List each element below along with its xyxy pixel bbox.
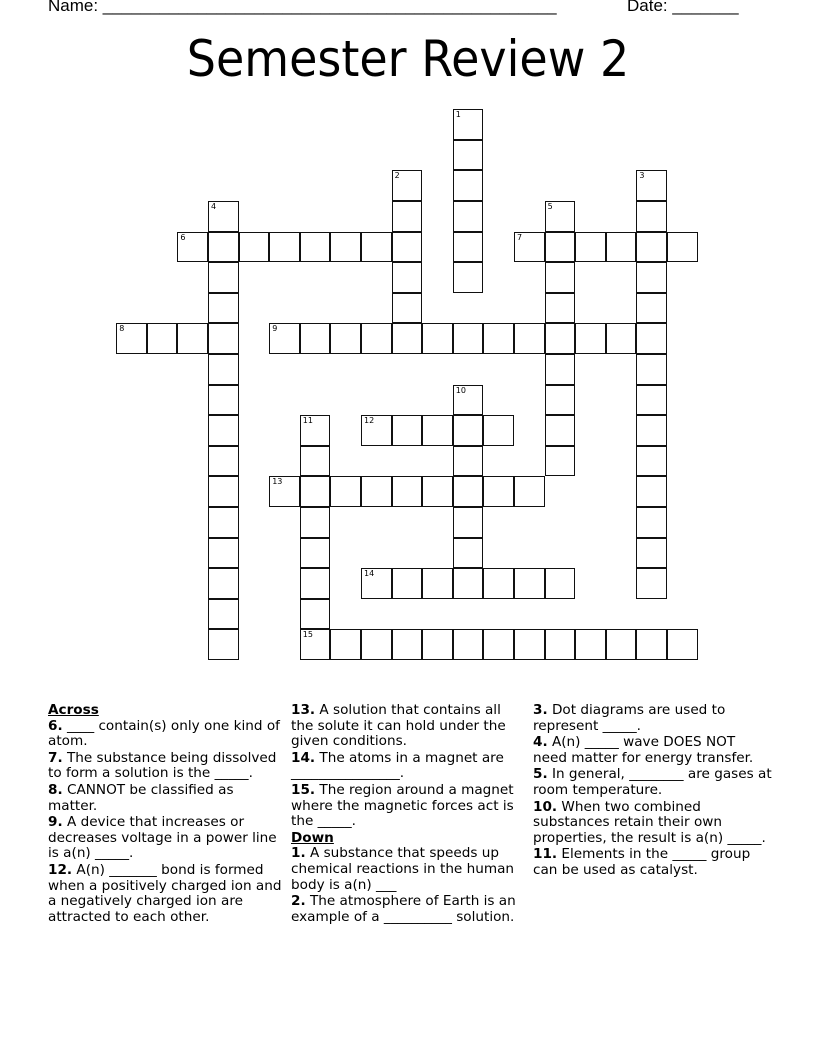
clue-text: The substance being dissolved to form a solution is the _____. bbox=[48, 749, 277, 782]
grid-cell[interactable] bbox=[545, 293, 576, 324]
grid-cell[interactable] bbox=[636, 232, 667, 263]
grid-cell[interactable] bbox=[453, 262, 484, 293]
clue-text: The atmosphere of Earth is an example of a __________ solution. bbox=[291, 893, 516, 925]
grid-cell[interactable] bbox=[545, 262, 576, 293]
grid-cell[interactable] bbox=[208, 385, 239, 416]
grid-cell[interactable] bbox=[453, 568, 484, 599]
grid-cell[interactable] bbox=[636, 201, 667, 232]
grid-cell[interactable] bbox=[300, 538, 331, 569]
clue-number: 13. bbox=[291, 702, 316, 718]
grid-cell[interactable] bbox=[392, 262, 423, 293]
clue-across-6 bbox=[48, 719, 284, 750]
clue-number: 9. bbox=[48, 814, 63, 831]
clue-number: 14. bbox=[291, 749, 316, 766]
grid-cell[interactable] bbox=[208, 354, 239, 385]
grid-cell[interactable] bbox=[575, 629, 606, 660]
grid-cell[interactable] bbox=[453, 538, 484, 569]
clue-down-4 bbox=[533, 735, 773, 766]
date-field-label: Date: _______ bbox=[627, 0, 739, 15]
grid-cell[interactable] bbox=[208, 476, 239, 507]
clue-across-9 bbox=[48, 815, 284, 862]
clue-text: The atoms in a magnet are ________________. bbox=[291, 749, 504, 782]
grid-cell[interactable] bbox=[636, 507, 667, 538]
cell-number: 7 bbox=[517, 232, 523, 242]
grid-cell[interactable] bbox=[514, 476, 545, 507]
clue-number: 11. bbox=[533, 846, 558, 863]
grid-cell[interactable] bbox=[300, 446, 331, 477]
grid-cell[interactable] bbox=[330, 323, 361, 354]
grid-cell[interactable] bbox=[392, 170, 423, 201]
clue-down-11 bbox=[533, 847, 773, 878]
grid-cell[interactable] bbox=[453, 109, 484, 140]
grid-cell[interactable] bbox=[392, 476, 423, 507]
grid-cell[interactable] bbox=[545, 415, 576, 446]
grid-cell[interactable] bbox=[636, 385, 667, 416]
grid-cell[interactable] bbox=[667, 629, 698, 660]
clue-text: The region around a magnet where the magnetic forces act is the _____. bbox=[291, 781, 514, 830]
grid-cell[interactable] bbox=[269, 323, 300, 354]
grid-cell[interactable] bbox=[392, 323, 423, 354]
grid-cell[interactable] bbox=[667, 232, 698, 263]
grid-cell[interactable] bbox=[392, 201, 423, 232]
grid-cell[interactable] bbox=[361, 415, 392, 446]
grid-cell[interactable] bbox=[636, 354, 667, 385]
grid-cell[interactable] bbox=[361, 476, 392, 507]
grid-cell[interactable] bbox=[453, 446, 484, 477]
grid-cell[interactable] bbox=[392, 293, 423, 324]
grid-cell[interactable] bbox=[636, 476, 667, 507]
grid-cell[interactable] bbox=[330, 232, 361, 263]
clues-column-3 bbox=[533, 703, 773, 880]
grid-cell[interactable] bbox=[208, 323, 239, 354]
grid-cell[interactable] bbox=[545, 354, 576, 385]
clue-text: A substance that speeds up chemical reactions in the human body is a(n) ___ bbox=[291, 845, 515, 893]
grid-cell[interactable] bbox=[392, 232, 423, 263]
grid-cell[interactable] bbox=[392, 568, 423, 599]
grid-cell[interactable] bbox=[453, 170, 484, 201]
clue-text: CANNOT be classified as matter. bbox=[48, 781, 234, 814]
clue-text: When two combined substances retain their own properties, the result is a(n) _____. bbox=[533, 798, 766, 846]
clue-number: 1. bbox=[291, 845, 306, 862]
grid-cell[interactable] bbox=[208, 599, 239, 630]
grid-cell[interactable] bbox=[392, 629, 423, 660]
cell-number: 8 bbox=[119, 324, 125, 334]
grid-cell[interactable] bbox=[300, 323, 331, 354]
grid-cell[interactable] bbox=[300, 507, 331, 538]
grid-cell[interactable] bbox=[208, 293, 239, 324]
cell-number: 5 bbox=[547, 202, 553, 211]
grid-cell[interactable] bbox=[116, 323, 147, 354]
grid-cell[interactable] bbox=[392, 415, 423, 446]
grid-cell[interactable] bbox=[636, 629, 667, 660]
cell-number: 13 bbox=[272, 477, 283, 487]
grid-cell[interactable] bbox=[453, 140, 484, 171]
grid-cell[interactable] bbox=[514, 629, 545, 660]
grid-cell[interactable] bbox=[483, 568, 514, 599]
clue-text: A device that increases or decreases voltage in a power line is a(n) _____. bbox=[48, 814, 277, 862]
grid-cell[interactable] bbox=[514, 568, 545, 599]
cell-number: 12 bbox=[364, 416, 375, 426]
down-heading: Down bbox=[291, 829, 334, 846]
clue-text: A solution that contains all the solute it can hold under the given conditions. bbox=[291, 702, 506, 750]
grid-cell[interactable] bbox=[453, 507, 484, 538]
grid-cell[interactable] bbox=[269, 476, 300, 507]
grid-cell[interactable] bbox=[453, 385, 484, 416]
clues-column-2 bbox=[291, 703, 527, 926]
grid-cell[interactable] bbox=[147, 323, 178, 354]
cell-number: 14 bbox=[364, 569, 375, 579]
clue-number: 3. bbox=[533, 702, 548, 718]
clues-column-1 bbox=[48, 703, 284, 926]
cell-number: 10 bbox=[455, 385, 466, 395]
grid-cell[interactable] bbox=[269, 232, 300, 263]
grid-cell[interactable] bbox=[636, 415, 667, 446]
grid-cell[interactable] bbox=[453, 476, 484, 507]
clue-text: A(n) _______ bond is formed when a positively charged ion and a negatively charged ion are attracted to each other. bbox=[48, 861, 282, 925]
grid-cell[interactable] bbox=[636, 170, 667, 201]
grid-cell[interactable] bbox=[483, 323, 514, 354]
grid-cell[interactable] bbox=[453, 323, 484, 354]
grid-cell[interactable] bbox=[208, 262, 239, 293]
clue-down-10 bbox=[533, 800, 773, 847]
grid-cell[interactable] bbox=[545, 323, 576, 354]
clue-number: 12. bbox=[48, 861, 73, 878]
grid-cell[interactable] bbox=[453, 629, 484, 660]
clue-across-12 bbox=[48, 863, 284, 925]
grid-cell[interactable] bbox=[514, 323, 545, 354]
grid-cell[interactable] bbox=[422, 568, 453, 599]
grid-cell[interactable] bbox=[239, 232, 270, 263]
grid-cell[interactable] bbox=[208, 232, 239, 263]
clue-number: 8. bbox=[48, 781, 63, 798]
cell-number: 15 bbox=[302, 630, 313, 640]
grid-cell[interactable] bbox=[545, 446, 576, 477]
clue-across-15 bbox=[291, 783, 527, 830]
grid-cell[interactable] bbox=[208, 507, 239, 538]
cell-number: 6 bbox=[180, 232, 186, 242]
grid-cell[interactable] bbox=[545, 232, 576, 263]
clue-down-5 bbox=[533, 767, 773, 798]
grid-cell[interactable] bbox=[453, 201, 484, 232]
grid-cell[interactable] bbox=[453, 415, 484, 446]
clue-down-2 bbox=[291, 894, 527, 925]
name-field-label: Name: ________________________________________________ bbox=[48, 0, 557, 15]
grid-cell[interactable] bbox=[514, 232, 545, 263]
clue-down-1 bbox=[291, 846, 527, 893]
clue-number: 15. bbox=[291, 781, 316, 798]
cell-number: 9 bbox=[272, 324, 278, 334]
clue-text: Dot diagrams are used to represent _____. bbox=[533, 702, 726, 734]
clue-text: ____ contain(s) only one kind of atom. bbox=[48, 717, 280, 750]
grid-cell[interactable] bbox=[422, 476, 453, 507]
grid-cell[interactable] bbox=[453, 232, 484, 263]
grid-cell[interactable] bbox=[208, 446, 239, 477]
clue-across-7 bbox=[48, 751, 284, 782]
grid-cell[interactable] bbox=[545, 201, 576, 232]
grid-cell[interactable] bbox=[177, 232, 208, 263]
grid-cell[interactable] bbox=[636, 538, 667, 569]
page-title: Semester Review 2 bbox=[186, 30, 630, 88]
grid-cell[interactable] bbox=[545, 629, 576, 660]
grid-cell[interactable] bbox=[575, 232, 606, 263]
grid-cell[interactable] bbox=[208, 415, 239, 446]
across-heading: Across bbox=[48, 702, 99, 718]
grid-cell[interactable] bbox=[361, 629, 392, 660]
cell-number: 1 bbox=[455, 110, 461, 120]
grid-cell[interactable] bbox=[330, 476, 361, 507]
grid-cell[interactable] bbox=[636, 568, 667, 599]
grid-cell[interactable] bbox=[606, 629, 637, 660]
clue-across-14 bbox=[291, 751, 527, 782]
grid-cell[interactable] bbox=[208, 538, 239, 569]
grid-cell[interactable] bbox=[636, 323, 667, 354]
grid-cell[interactable] bbox=[483, 476, 514, 507]
grid-cell[interactable] bbox=[300, 415, 331, 446]
grid-cell[interactable] bbox=[361, 232, 392, 263]
clue-number: 4. bbox=[533, 734, 548, 751]
grid-cell[interactable] bbox=[300, 599, 331, 630]
grid-cell[interactable] bbox=[636, 446, 667, 477]
cell-number: 3 bbox=[639, 171, 645, 181]
clue-text: In general, ________ are gases at room temperature. bbox=[533, 766, 772, 798]
grid-cell[interactable] bbox=[545, 568, 576, 599]
grid-cell[interactable] bbox=[361, 323, 392, 354]
grid-cell[interactable] bbox=[636, 293, 667, 324]
cell-number: 11 bbox=[302, 416, 313, 426]
grid-cell[interactable] bbox=[483, 415, 514, 446]
clue-down-3 bbox=[533, 703, 773, 734]
clue-number: 2. bbox=[291, 893, 306, 910]
cell-number: 2 bbox=[394, 171, 400, 181]
cell-number: 4 bbox=[211, 202, 217, 211]
grid-cell[interactable] bbox=[208, 568, 239, 599]
clue-number: 7. bbox=[48, 749, 63, 766]
grid-cell[interactable] bbox=[300, 629, 331, 660]
grid-cell[interactable] bbox=[606, 323, 637, 354]
grid-cell[interactable] bbox=[422, 629, 453, 660]
grid-cell[interactable] bbox=[208, 629, 239, 660]
grid-cell[interactable] bbox=[545, 385, 576, 416]
clue-text: A(n) _____ wave DOES NOT need matter for energy transfer. bbox=[533, 734, 754, 766]
grid-cell[interactable] bbox=[300, 232, 331, 263]
grid-cell[interactable] bbox=[208, 201, 239, 232]
grid-cell[interactable] bbox=[636, 262, 667, 293]
clue-across-8 bbox=[48, 783, 284, 814]
grid-cell[interactable] bbox=[422, 323, 453, 354]
clue-text: Elements in the _____ group can be used as catalyst. bbox=[533, 846, 751, 878]
grid-cell[interactable] bbox=[606, 232, 637, 263]
clue-number: 6. bbox=[48, 717, 63, 734]
clue-number: 5. bbox=[533, 766, 548, 783]
grid-cell[interactable] bbox=[422, 415, 453, 446]
grid-cell[interactable] bbox=[361, 568, 392, 599]
grid-cell[interactable] bbox=[300, 568, 331, 599]
grid-cell[interactable] bbox=[483, 629, 514, 660]
clue-across-13 bbox=[291, 703, 527, 750]
grid-cell[interactable] bbox=[177, 323, 208, 354]
grid-cell[interactable] bbox=[330, 629, 361, 660]
clue-number: 10. bbox=[533, 798, 558, 815]
grid-cell[interactable] bbox=[300, 476, 331, 507]
grid-cell[interactable] bbox=[575, 323, 606, 354]
